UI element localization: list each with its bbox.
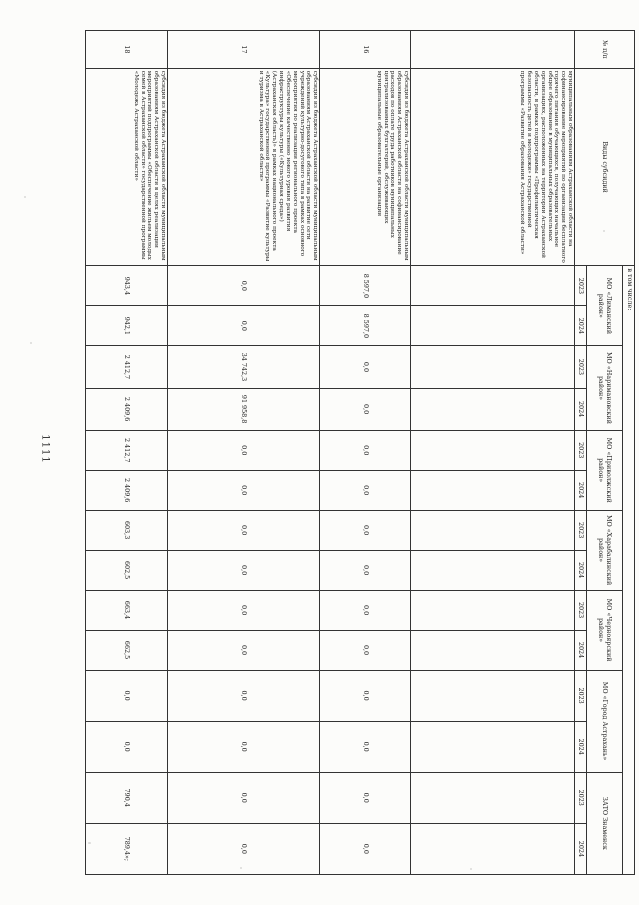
- scan-speck: [240, 867, 242, 869]
- cell-value: 0,0: [168, 630, 320, 670]
- cell-value: 0,0: [320, 430, 411, 470]
- cell-value: 0,0: [168, 306, 320, 346]
- header-year: 2024: [575, 470, 587, 510]
- row-number: 17: [168, 31, 320, 69]
- header-mo-chernoyarsky: МО «Черноярский район»: [587, 590, 623, 670]
- cell-value: [411, 630, 575, 670]
- row-description: муниципальным образованиям Астраханской области на софинансирование мероприятий по организации бесплатного горячего питания обучающихся, получающих начальное общее образование в муниципальных образовательных организациях, расположенных на территории Астраханской области, в рамках подпрограммы «Профилактическая безопасность детей и молодежи» государственной программы «Развитие образования Астраханской области»: [411, 68, 575, 266]
- scan-speck: [88, 842, 91, 844]
- scan-speck: [30, 342, 32, 344]
- table-row: [168, 31, 320, 875]
- cell-value: 0,0: [168, 670, 320, 721]
- cell-value: 0,0: [320, 510, 411, 550]
- cell-value: 0,0: [320, 670, 411, 721]
- cell-value: 789,4»;: [86, 823, 168, 874]
- cell-value: 943,4: [86, 266, 168, 306]
- rotated-table-frame: [85, 30, 635, 875]
- cell-value: 2 412,7: [86, 430, 168, 470]
- cell-value: [411, 550, 575, 590]
- table-row: [411, 31, 575, 875]
- cell-value: 0,0: [320, 388, 411, 430]
- cell-value: 662,5: [86, 630, 168, 670]
- header-subsidy-type: Виды субсидий: [575, 68, 635, 266]
- cell-value: 2 409,6: [86, 388, 168, 430]
- table-row: [320, 31, 411, 875]
- row-description: субсидия из бюджета Астраханской области муниципальным образованиям Астраханской области на развитие сети учреждений культурно-досугового типа в рамках основного мероприятия по реализации регионального проекта «Обеспечение качественно нового уровня развития инфраструктуры культуры («Культурная среда») (Астраханская область)» в рамках национального проекта «Культура» государственной программы «Развитие культуры и туризма в Астраханской области»: [168, 68, 320, 266]
- header-year: 2023: [575, 670, 587, 721]
- header-year: 2024: [575, 630, 587, 670]
- row-number: 16: [320, 31, 411, 69]
- cell-value: 8 597,0: [320, 306, 411, 346]
- cell-value: 0,0: [168, 721, 320, 772]
- cell-value: 0,0: [320, 346, 411, 388]
- cell-value: 663,4: [86, 590, 168, 630]
- scan-speck: [24, 196, 26, 198]
- scan-speck: [603, 230, 605, 232]
- cell-value: 0,0: [320, 550, 411, 590]
- cell-value: 0,0: [320, 470, 411, 510]
- cell-value: 91 958,8: [168, 388, 320, 430]
- cell-value: [411, 823, 575, 874]
- row-number: [411, 31, 575, 69]
- header-year: 2023: [575, 590, 587, 630]
- cell-value: [411, 388, 575, 430]
- header-mo-narimanovsky: МО «Наримановский район»: [587, 346, 623, 430]
- cell-value: 790,4: [86, 772, 168, 823]
- header-year: 2023: [575, 772, 587, 823]
- header-year: 2024: [575, 388, 587, 430]
- header-year: 2024: [575, 550, 587, 590]
- header-year: 2023: [575, 430, 587, 470]
- cell-value: [411, 510, 575, 550]
- cell-value: 603,3: [86, 510, 168, 550]
- header-mo-limansky: МО «Лиманский район»: [587, 266, 623, 346]
- scan-speck: [470, 868, 472, 870]
- cell-value: [411, 470, 575, 510]
- cell-value: [411, 266, 575, 306]
- cell-value: 0,0: [320, 630, 411, 670]
- cell-value: 0,0: [320, 721, 411, 772]
- cell-value: 0,0: [86, 670, 168, 721]
- cell-value: 0,0: [168, 823, 320, 874]
- cell-value: 0,0: [168, 510, 320, 550]
- row-description: субсидия из бюджета Астраханской области муниципальным образованиям Астраханской области в целях реализации мероприятий подпрограммы «Обеспечение жильем молодых семей в Астраханской области» государственной программы «Молодежь Астраханской области»: [86, 68, 168, 266]
- header-year: 2024: [575, 721, 587, 772]
- header-mo-privolzhsky: МО «Приволжский район»: [587, 430, 623, 510]
- cell-value: 0,0: [320, 772, 411, 823]
- header-year: 2023: [575, 346, 587, 388]
- cell-value: [411, 772, 575, 823]
- cell-value: 0,0: [320, 823, 411, 874]
- cell-value: 0,0: [168, 430, 320, 470]
- row-description: субсидия из бюджета Астраханской области муниципальным образованиям Астраханской области на софинансирование расходов по оплате труда работников муниципальных централизованных бухгалтерий, обслуживающих муниципальные образовательные организации: [320, 68, 411, 266]
- cell-value: 0,0: [86, 721, 168, 772]
- cell-value: 942,1: [86, 306, 168, 346]
- cell-value: [411, 721, 575, 772]
- table-row: [86, 31, 168, 875]
- cell-value: [411, 430, 575, 470]
- cell-value: 0,0: [320, 590, 411, 630]
- header-number: № п/п: [575, 31, 635, 69]
- cell-value: 602,5: [86, 550, 168, 590]
- cell-value: [411, 590, 575, 630]
- subsidy-table: [85, 30, 635, 875]
- cell-value: [411, 306, 575, 346]
- cell-value: [411, 346, 575, 388]
- cell-value: 2 409,6: [86, 470, 168, 510]
- header-year: 2024: [575, 306, 587, 346]
- cell-value: 2 412,7: [86, 346, 168, 388]
- header-zato-znamensk: ЗАТО Знаменск: [587, 772, 623, 874]
- cell-value: [411, 670, 575, 721]
- cell-value: 0,0: [168, 266, 320, 306]
- header-year: 2023: [575, 510, 587, 550]
- header-year: 2023: [575, 266, 587, 306]
- header-including: в том числе:: [623, 266, 635, 875]
- page-number: 1111: [39, 434, 51, 464]
- cell-value: 0,0: [168, 590, 320, 630]
- header-year: 2024: [575, 823, 587, 874]
- cell-value: 0,0: [168, 772, 320, 823]
- header-mo-kharabalinsky: МО «Харабалинский район»: [587, 510, 623, 590]
- cell-value: 34 742,3: [168, 346, 320, 388]
- row-number: 18: [86, 31, 168, 69]
- cell-value: 0,0: [168, 550, 320, 590]
- header-mo-astrakhan: МО «Город Астрахань»: [587, 670, 623, 772]
- cell-value: 0,0: [168, 470, 320, 510]
- cell-value: 8 597,0: [320, 266, 411, 306]
